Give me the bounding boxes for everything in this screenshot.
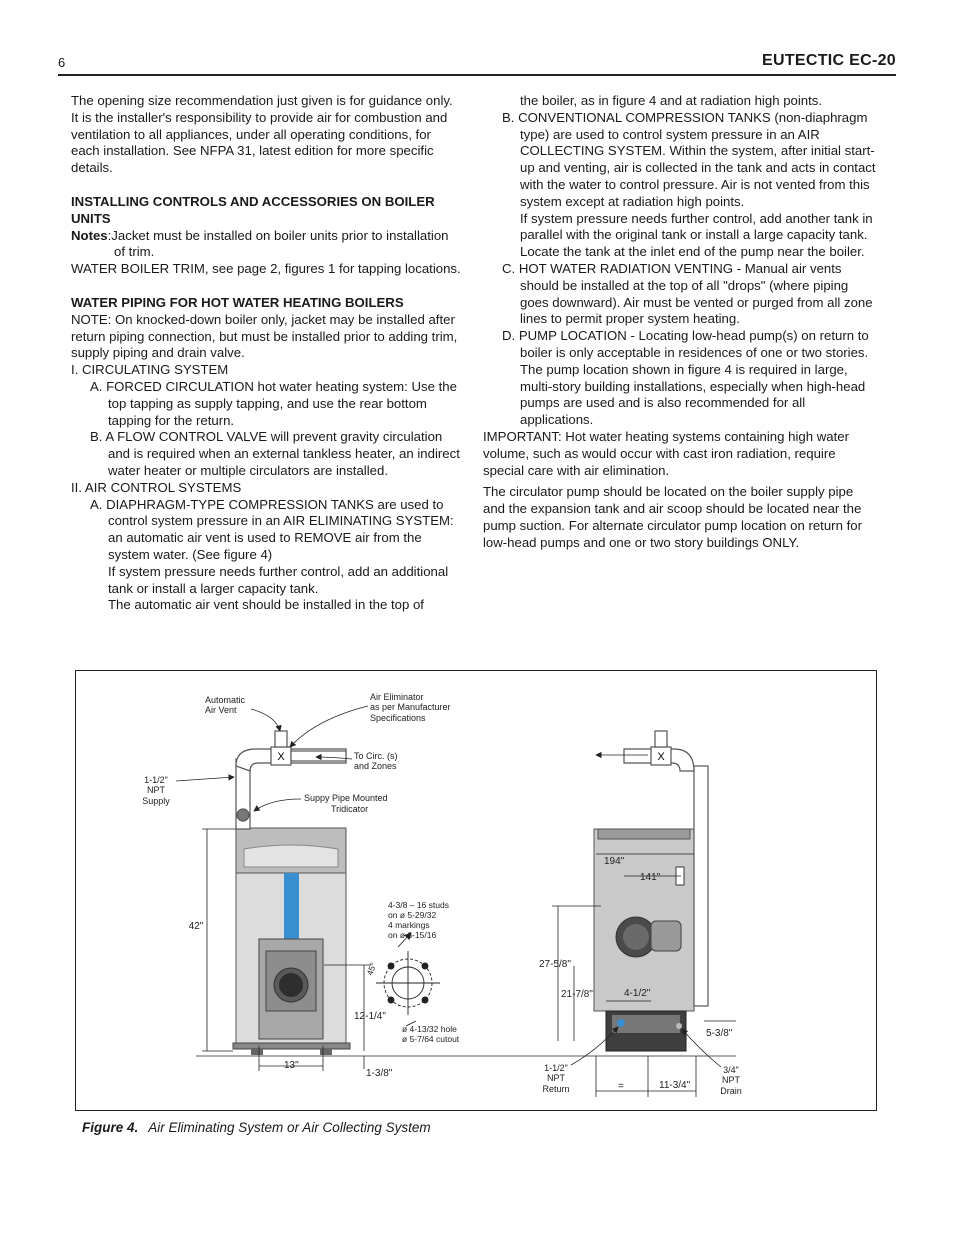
air-eliminator-label-3: Specifications (370, 713, 426, 723)
tridicator-label-1: Suppy Pipe Mounted (304, 793, 388, 803)
document-title: EUTECTIC EC-20 (762, 52, 896, 69)
intro-paragraph: The opening size recommendation just given is for guidance only. It is the installer's responsibility to provide air for combustion and ventilation to all appliances, under all operating conditions, for each installation. See NFPA 31, latest edition for more specific details. (71, 93, 453, 176)
circulating-item-a: A. FORCED CIRCULATION hot water heating system: Use the top tapping as supply tapping, and use the rear bottom tapping for the return. (90, 378, 457, 428)
dim-5-3-8-label: 5-3/8" (706, 1028, 733, 1039)
air-eliminator-x-mark: X (277, 751, 285, 763)
air-eliminator-label-2: as per Manufacturer (370, 702, 451, 712)
dim-12-1-4-label: 12-1/4" (354, 1011, 386, 1022)
dim-4-1-2-label: 4-1/2" (624, 988, 651, 999)
boiler-base (233, 1043, 350, 1049)
circulator-paragraph: The circulator pump should be located on the boiler supply pipe and the expansion tank and air scoop should be located near the pump suction. For alternate circulator pump location on return for low-head pumps and one or two story buildings ONLY. (483, 484, 862, 550)
front-view-boiler (233, 828, 350, 1055)
circulating-heading: I. CIRCULATING SYSTEM (71, 362, 229, 378)
return-label-1: 1-1/2" (544, 1063, 568, 1073)
dim-1-3-8-label: 1-3/8" (366, 1068, 393, 1079)
air-control-item-c: C. HOT WATER RADIATION VENTING - Manual air vents should be installed at the top of all "drops" (where piping goes downward). Air must be vented or purged from all zone lines to permit proper system heating. (502, 260, 873, 327)
notes-paragraph (71, 228, 461, 262)
dim-42-label: 42" (188, 921, 204, 932)
side-control-box (651, 921, 681, 951)
hole-label-2: ø 5-7/64 cutout (402, 1034, 460, 1044)
dim-13-label: 13" (284, 1060, 299, 1071)
page-number: 6 (58, 55, 66, 70)
burner-core (279, 973, 303, 997)
hole-label-1: ø 4-13/32 hole (402, 1024, 457, 1034)
figure-4-box (75, 670, 877, 1111)
air-eliminator-right-x-mark: X (657, 751, 665, 763)
drain-label-1: 3/4" (723, 1065, 739, 1075)
right-column (483, 93, 878, 552)
return-label-3: Return (542, 1084, 570, 1094)
dim-11-3-4-label: 11-3/4" (659, 1080, 691, 1091)
piping-note: NOTE: On knocked-down boiler only, jacket may be installed after return piping connection, but must be installed prior to adding trim, supply piping and drain valve. (71, 311, 458, 361)
to-circ-label-2: and Zones (354, 761, 397, 771)
return-tapping (617, 1019, 625, 1027)
dim-194-label: 194" (604, 856, 625, 867)
boiler-foot-right (320, 1049, 332, 1055)
dim-21-7-8-label: 21-7/8" (561, 989, 593, 1000)
header-rule (58, 74, 896, 76)
studs-label-3: 4 markings (388, 920, 430, 930)
side-top-cap (598, 829, 690, 839)
tridicator-label-2: Tridicator (331, 804, 369, 814)
auto-vent-label-2: Air Vent (205, 705, 237, 715)
side-burner-core (623, 924, 649, 950)
dim-27-5-8-label: 27-5/8" (539, 959, 571, 970)
important-paragraph: IMPORTANT: Hot water heating systems containing high water volume, such as would occur with cast iron radiation, require special care with air elimination. (483, 428, 849, 478)
air-control-item-a-extra: If system pressure needs further control, add an additional tank or install a larger capacity tank. (108, 563, 449, 596)
air-control-item-b-extra: If system pressure needs further control, add another tank in parallel with the original tank or install a large capacity tank. Locate the tank at the inlet end of the pump near the boiler. (520, 210, 873, 260)
air-control-item-a-vent: The automatic air vent should be installed in the top of (108, 597, 424, 613)
air-control-item-a: A. DIAPHRAGM-TYPE COMPRESSION TANKS are used to control system pressure in an AIR ELIMINATING SYSTEM: an automatic air vent is used to REMOVE air from the system water. (See figure 4) (90, 496, 454, 562)
caption-text: Air Eliminating System or Air Collecting System (148, 1120, 431, 1135)
side-supply-riser (694, 766, 708, 1006)
air-control-item-b: B. CONVENTIONAL COMPRESSION TANKS (non-diaphragm type) are used to control system pressure in an AIR COLLECTING SYSTEM. Within the system, after initial start-up and venting, air is collected in the tank and acts in contact with the water to control pressure. Air is not vented from this system except at radiation high points. (502, 109, 876, 209)
circulating-item-b: B. A FLOW CONTROL VALVE will prevent gravity circulation and is required when an external tankless heater, an indirect water heater or multiple circulators are installed. (90, 429, 460, 478)
dim-141-label: 141" (640, 872, 661, 883)
piping-heading: WATER PIPING FOR HOT WATER HEATING BOILERS (71, 294, 404, 310)
caption-label: Figure 4. (82, 1120, 139, 1135)
auto-vent-label-1: Automatic (205, 695, 246, 705)
notes-text: :Jacket must be installed on boiler units prior to installation of trim. (107, 227, 449, 260)
angle-label: 45° (364, 961, 379, 977)
auto-air-vent-right (655, 731, 667, 747)
left-column (71, 93, 461, 614)
air-control-item-d: D. PUMP LOCATION - Locating low-head pump(s) on return to boiler is only acceptable in residences of one or two stories. The pump location shown in figure 4 is required in large, multi-story building installations, especially when high-head pumps are used and is also recommended for all applications. (502, 328, 869, 428)
studs-label-2: on ø 5-29/32 (388, 910, 437, 920)
drain-label-3: Drain (720, 1086, 742, 1096)
air-control-heading: II. AIR CONTROL SYSTEMS (71, 479, 242, 495)
to-circ-label-1: To Circ. (s) (354, 751, 398, 761)
figure-caption (82, 1120, 431, 1135)
studs-label-1: 4-3/8 – 16 studs (388, 900, 449, 910)
notes-label: Notes (71, 227, 108, 243)
supply-label-3: Supply (142, 796, 170, 806)
trim-paragraph: WATER BOILER TRIM, see page 2, figures 1 for tapping locations. (71, 261, 461, 277)
tridicator-gauge (237, 809, 249, 821)
boiler-top-panel (244, 845, 338, 867)
studs-label-4: on ø 6-15/16 (388, 930, 437, 940)
supply-horizontal (291, 751, 346, 761)
auto-air-vent-left (275, 731, 287, 747)
supply-label-2: NPT (147, 785, 165, 795)
return-label-2: NPT (547, 1073, 565, 1083)
supply-label-1: 1-1/2" (144, 775, 168, 785)
drain-tapping (676, 1023, 682, 1029)
boiler-foot-left (251, 1049, 263, 1055)
drain-label-2: NPT (722, 1075, 740, 1085)
air-control-item-a-continued: the boiler, as in figure 4 and at radiation high points. (520, 93, 823, 108)
blue-supply-stripe (284, 873, 299, 941)
air-eliminator-label-1: Air Eliminator (370, 692, 424, 702)
dim-equal-label: = (618, 1081, 624, 1092)
boiler-piping-diagram (76, 671, 878, 1112)
controls-heading: INSTALLING CONTROLS AND ACCESSORIES ON BOILER UNITS (71, 193, 435, 226)
